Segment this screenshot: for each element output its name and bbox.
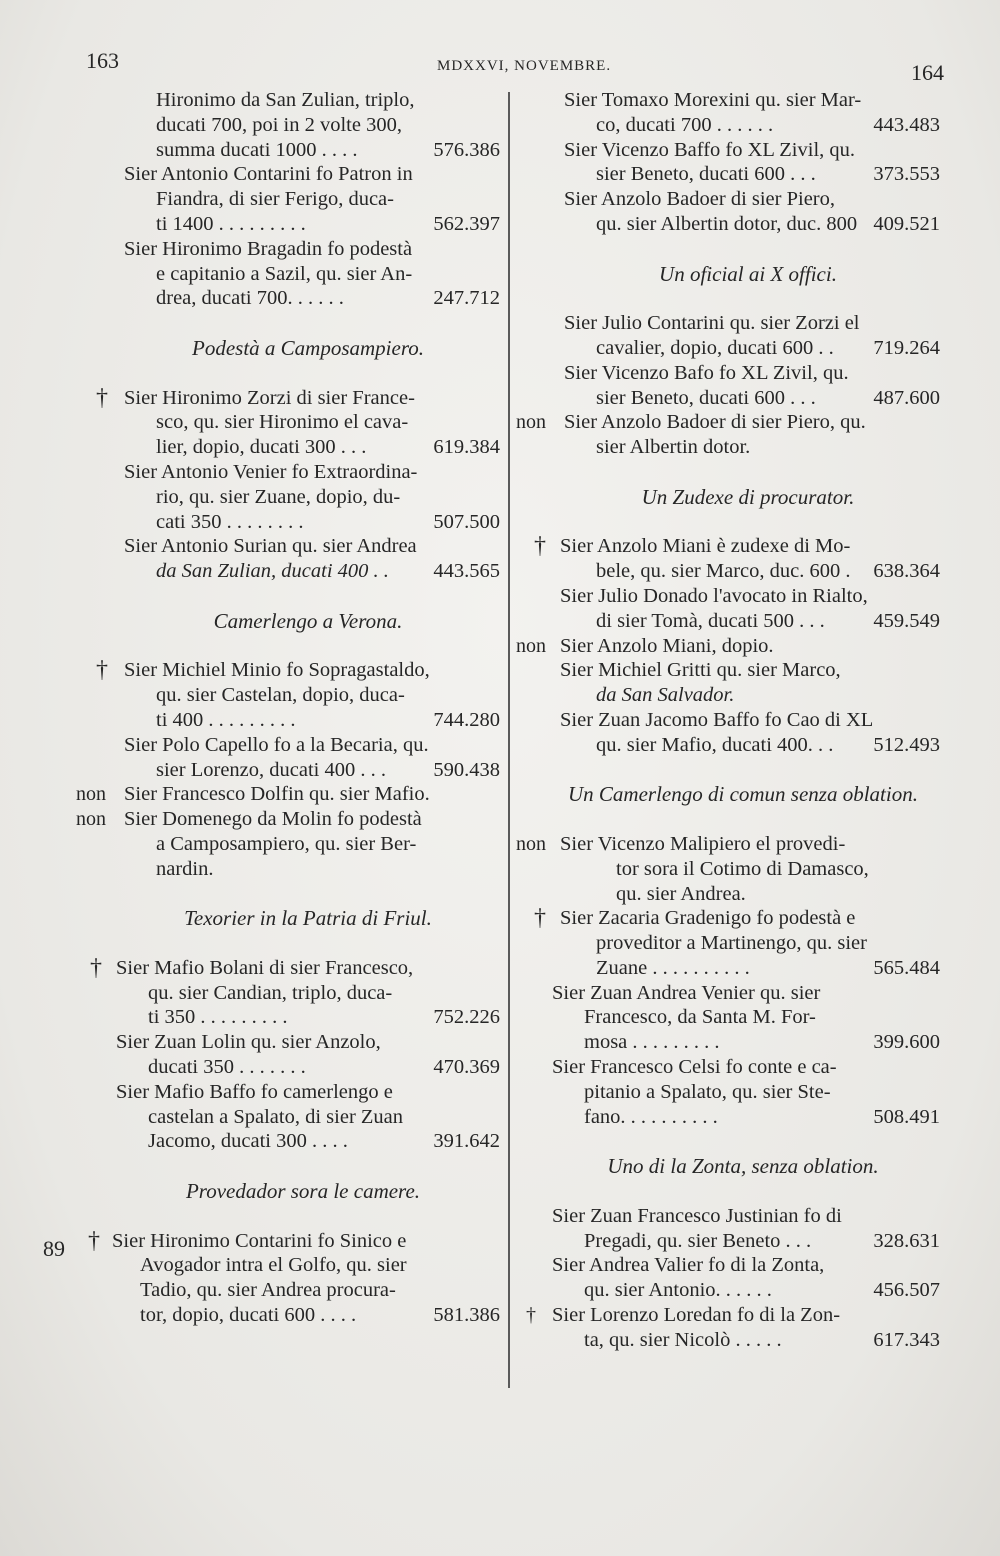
section-heading: Un oficial ai X offici.: [659, 261, 837, 286]
section-heading: Un Camerlengo di comun senza oblation.: [568, 782, 918, 807]
entry-line: Sier Julio Donado l'avocato in Rialto,: [560, 584, 868, 607]
entry: [76, 386, 500, 460]
entry-line: [552, 1105, 940, 1130]
cross-mark: †: [526, 1304, 536, 1327]
vote-count: 328.631: [873, 1229, 940, 1252]
entry: [76, 1030, 500, 1080]
entry-line: Sier Lorenzo Loredan fo di la Zon-: [552, 1304, 841, 1327]
section-heading: Provedador sora le camere.: [185, 1179, 421, 1204]
entry-text: cavalier, dopio, ducati 600 . .: [596, 336, 834, 359]
entry-line: Sier Vicenzo Malipiero el provedi-: [560, 832, 846, 855]
entry-line: [124, 212, 500, 237]
non-mark: non: [76, 808, 106, 831]
section-heading: Podestà a Camposampiero.: [192, 335, 424, 360]
entry-line: [564, 336, 940, 361]
entry-line: Sier Antonio Contarini fo Patron in: [124, 163, 413, 186]
entry-text: sier Beneto, ducati 600 . . .: [596, 386, 816, 409]
entry-line: rio, qu. sier Zuane, dopio, du-: [156, 485, 401, 508]
vote-count: 638.364: [873, 560, 940, 583]
entry-line: [560, 956, 940, 981]
entry-line: qu. sier Candian, triplo, duca-: [148, 981, 393, 1004]
entry-line: da San Salvador.: [596, 684, 735, 707]
entry: [76, 733, 500, 783]
vote-count: 456.507: [873, 1279, 940, 1302]
entry: [516, 1204, 940, 1254]
entry: [76, 88, 500, 162]
entry-line: Sier Hironimo Bragadin fo podestà: [124, 237, 413, 260]
entry-line: Sier Tomaxo Morexini qu. sier Mar-: [564, 89, 862, 111]
entry-text: Jacomo, ducati 300 . . . .: [148, 1130, 348, 1153]
entry-line: sco, qu. sier Hironimo el cava-: [156, 411, 409, 434]
entry-line: [124, 559, 500, 584]
column-divider: [508, 92, 510, 1388]
vote-count: 247.712: [433, 287, 500, 310]
cross-mark: †: [96, 384, 108, 411]
entry-line: Sier Michiel Gritti qu. sier Marco,: [560, 659, 841, 682]
page-number-right: 164: [911, 60, 944, 85]
entry: [516, 138, 940, 188]
entry-text: tor, dopio, ducati 600 . . . .: [140, 1304, 357, 1327]
entry: [516, 708, 940, 758]
entry: [76, 460, 500, 534]
entry-line: Sier Mafio Baffo fo camerlengo e: [116, 1080, 393, 1103]
entry: [76, 162, 500, 236]
entry-line: [112, 1303, 500, 1328]
entry-line: Sier Francesco Dolfin qu. sier Mafio.: [124, 783, 430, 806]
vote-count: 508.491: [873, 1105, 940, 1128]
entry: [516, 187, 940, 237]
entry-text: fano. . . . . . . . . .: [584, 1105, 718, 1128]
vote-count: 752.226: [433, 1006, 500, 1029]
section-heading: Un Zudexe di procurator.: [641, 484, 855, 509]
entry-line: castelan a Spalato, di sier Zuan: [148, 1105, 404, 1128]
entry-line: [564, 212, 940, 237]
entry-line: Francesco, da Santa M. For-: [584, 1006, 816, 1029]
right-column: [516, 88, 940, 1353]
entry-line: Sier Zuan Lolin qu. sier Anzolo,: [116, 1031, 381, 1054]
entry-line: [116, 1005, 500, 1030]
entry-text: sier Beneto, ducati 600 . . .: [596, 163, 816, 186]
entry: [76, 782, 500, 807]
entry-line: ducati 700, poi in 2 volte 300,: [156, 113, 402, 136]
entry-text: qu. sier Albertin dotor, duc. 800: [596, 212, 858, 235]
entry-text: da San Zulian, ducati 400 . .: [156, 560, 389, 583]
entry-line: [560, 733, 940, 758]
entry-line: [552, 1328, 940, 1353]
entry-text: ti 400 . . . . . . . . .: [156, 708, 296, 731]
left-column: [76, 88, 500, 1328]
margin-number: 89: [43, 1236, 65, 1261]
entry: [516, 361, 940, 411]
entry-line: Sier Mafio Bolani di sier Francesco,: [116, 956, 414, 979]
vote-count: 619.384: [433, 436, 500, 459]
entry-line: [552, 1229, 940, 1254]
entry-text: sier Lorenzo, ducati 400 . . .: [156, 758, 386, 781]
entry-line: [124, 510, 500, 535]
entry: [516, 88, 940, 138]
entry-line: Sier Anzolo Miani è zudexe di Mo-: [560, 535, 851, 558]
vote-count: 487.600: [873, 386, 940, 409]
entry: [516, 1055, 940, 1129]
entry-line: pitanio a Spalato, qu. sier Ste-: [584, 1080, 831, 1103]
entry: [76, 534, 500, 584]
entry: [516, 1303, 940, 1353]
cross-mark: †: [96, 657, 108, 684]
vote-count: 391.642: [433, 1130, 500, 1153]
entry: [516, 981, 940, 1055]
entry-line: [560, 609, 940, 634]
entry-text: ti 350 . . . . . . . . .: [148, 1006, 288, 1029]
entry: [76, 658, 500, 732]
entry-line: [552, 1030, 940, 1055]
entry-text: ti 1400 . . . . . . . . .: [156, 212, 306, 235]
entry-line: Sier Vicenzo Bafo fo XL Zivil, qu.: [564, 361, 849, 384]
entry: [76, 237, 500, 311]
entry-line: Sier Andrea Valier fo di la Zonta,: [552, 1254, 825, 1277]
entry-line: [124, 758, 500, 783]
vote-count: 744.280: [433, 708, 500, 731]
cross-mark: †: [534, 533, 546, 560]
cross-mark: †: [534, 905, 546, 932]
entry: [516, 584, 940, 634]
cross-mark: †: [88, 1227, 100, 1254]
entry-line: Sier Zuan Jacomo Baffo fo Cao di XL: [560, 708, 874, 731]
entry-line: a Camposampiero, qu. sier Ber-: [156, 832, 417, 855]
entry-line: Sier Michiel Minio fo Sopragastaldo,: [124, 659, 430, 682]
entry-text: lier, dopio, ducati 300 . . .: [156, 436, 367, 459]
section-heading: Camerlengo a Verona.: [213, 608, 403, 633]
entry-line: Tadio, qu. sier Andrea procura-: [140, 1279, 396, 1302]
vote-count: 581.386: [433, 1304, 500, 1327]
running-title: MDXXVI, NOVEMBRE.: [437, 58, 612, 74]
entry-line: sier Albertin dotor.: [596, 436, 751, 459]
entry-line: nardin.: [156, 857, 214, 880]
entry: [516, 906, 940, 980]
vote-count: 443.483: [873, 113, 940, 136]
vote-count: 459.549: [873, 609, 940, 632]
entry-line: Sier Zacaria Gradenigo fo podestà e: [560, 907, 856, 930]
entry-text: drea, ducati 700. . . . . .: [156, 287, 344, 310]
vote-count: 399.600: [873, 1031, 940, 1054]
entry-line: [564, 162, 940, 187]
entry: [516, 1253, 940, 1303]
entry-text: Pregadi, qu. sier Beneto . . .: [584, 1229, 812, 1252]
entry-line: [564, 386, 940, 411]
entry-line: [116, 1055, 500, 1080]
entry-text: mosa . . . . . . . . .: [584, 1031, 720, 1054]
entry-line: Sier Polo Capello fo a la Becaria, qu.: [124, 733, 429, 756]
entry-line: [564, 113, 940, 138]
entry-text: cati 350 . . . . . . . .: [156, 510, 304, 533]
entry-line: Sier Antonio Venier fo Extraordina-: [124, 460, 418, 483]
entry-line: [124, 286, 500, 311]
entry-line: Sier Domenego da Molin fo podestà: [124, 808, 422, 831]
entry-line: tor sora il Cotimo di Damasco,: [616, 857, 869, 880]
entry-line: [116, 1129, 500, 1154]
entry: [516, 634, 940, 659]
vote-count: 565.484: [873, 956, 940, 979]
non-mark: non: [516, 634, 546, 657]
entry-text: di sier Tomà, ducati 500 . . .: [596, 609, 825, 632]
entry-line: qu. sier Castelan, dopio, duca-: [156, 684, 405, 707]
vote-count: 512.493: [873, 733, 940, 756]
vote-count: 409.521: [873, 212, 940, 235]
vote-count: 562.397: [433, 212, 500, 235]
section-heading: Texorier in la Patria di Friul.: [184, 906, 432, 931]
entry-line: Sier Francesco Celsi fo conte e ca-: [552, 1056, 837, 1079]
entry-line: [124, 708, 500, 733]
entry-text: Zuane . . . . . . . . . .: [596, 956, 750, 979]
entry-line: [156, 138, 500, 163]
entry-line: Sier Hironimo Zorzi di sier France-: [124, 386, 415, 409]
page-number-left: 163: [86, 48, 119, 73]
entry-line: Hironimo da San Zulian, triplo,: [156, 89, 415, 111]
non-mark: non: [516, 832, 546, 855]
entry: [516, 534, 940, 584]
vote-count: 719.264: [873, 336, 940, 359]
entry-line: proveditor a Martinengo, qu. sier: [596, 932, 867, 955]
entry-text: ducati 350 . . . . . . .: [148, 1056, 306, 1079]
vote-count: 617.343: [873, 1328, 940, 1351]
entry-line: Sier Zuan Francesco Justinian fo di: [552, 1204, 842, 1227]
entry-line: [560, 559, 940, 584]
entry-line: Sier Hironimo Contarini fo Sinico e: [112, 1229, 407, 1252]
vote-count: 443.565: [433, 560, 500, 583]
section-heading: Uno di la Zonta, senza oblation.: [607, 1154, 879, 1179]
entry: [516, 832, 940, 906]
entry: [516, 311, 940, 361]
entry-line: [124, 435, 500, 460]
entry-line: Sier Vicenzo Baffo fo XL Zivil, qu.: [564, 138, 856, 161]
entry-line: Sier Julio Contarini qu. sier Zorzi el: [564, 312, 860, 335]
entry-text: ta, qu. sier Nicolò . . . . .: [584, 1328, 782, 1351]
vote-count: 373.553: [873, 163, 940, 186]
entry-line: Sier Antonio Surian qu. sier Andrea: [124, 535, 417, 558]
entry: [516, 410, 940, 460]
entry: [516, 658, 940, 708]
entry-line: Avogador intra el Golfo, qu. sier: [140, 1254, 407, 1277]
entry-line: Sier Anzolo Badoer di sier Piero, qu.: [564, 411, 866, 434]
cross-mark: †: [90, 954, 102, 981]
entry-text: qu. sier Mafio, ducati 400. . .: [596, 733, 834, 756]
entry-line: [552, 1278, 940, 1303]
vote-count: 576.386: [433, 138, 500, 161]
entry-text: co, ducati 700 . . . . . .: [596, 113, 774, 136]
entry-line: Fiandra, di sier Ferigo, duca-: [156, 188, 394, 211]
entry: [76, 807, 500, 881]
non-mark: non: [516, 411, 546, 434]
entry-text: qu. sier Antonio. . . . . .: [584, 1279, 772, 1302]
entry-line: e capitanio a Sazil, qu. sier An-: [156, 262, 413, 285]
entry-text: bele, qu. sier Marco, duc. 600 .: [596, 560, 851, 583]
page-header: [0, 48, 1000, 88]
vote-count: 590.438: [433, 758, 500, 781]
vote-count: 470.369: [433, 1056, 500, 1079]
entry-line: Sier Anzolo Miani, dopio.: [560, 634, 774, 657]
entry: [76, 956, 500, 1030]
entry-line: Sier Anzolo Badoer di sier Piero,: [564, 188, 836, 211]
entry: [76, 1080, 500, 1154]
entry-line: Sier Zuan Andrea Venier qu. sier: [552, 981, 821, 1004]
entry-line: qu. sier Andrea.: [616, 882, 746, 905]
entry: [76, 1229, 500, 1328]
vote-count: 507.500: [433, 510, 500, 533]
entry-text: summa ducati 1000 . . . .: [156, 138, 358, 161]
non-mark: non: [76, 783, 106, 806]
